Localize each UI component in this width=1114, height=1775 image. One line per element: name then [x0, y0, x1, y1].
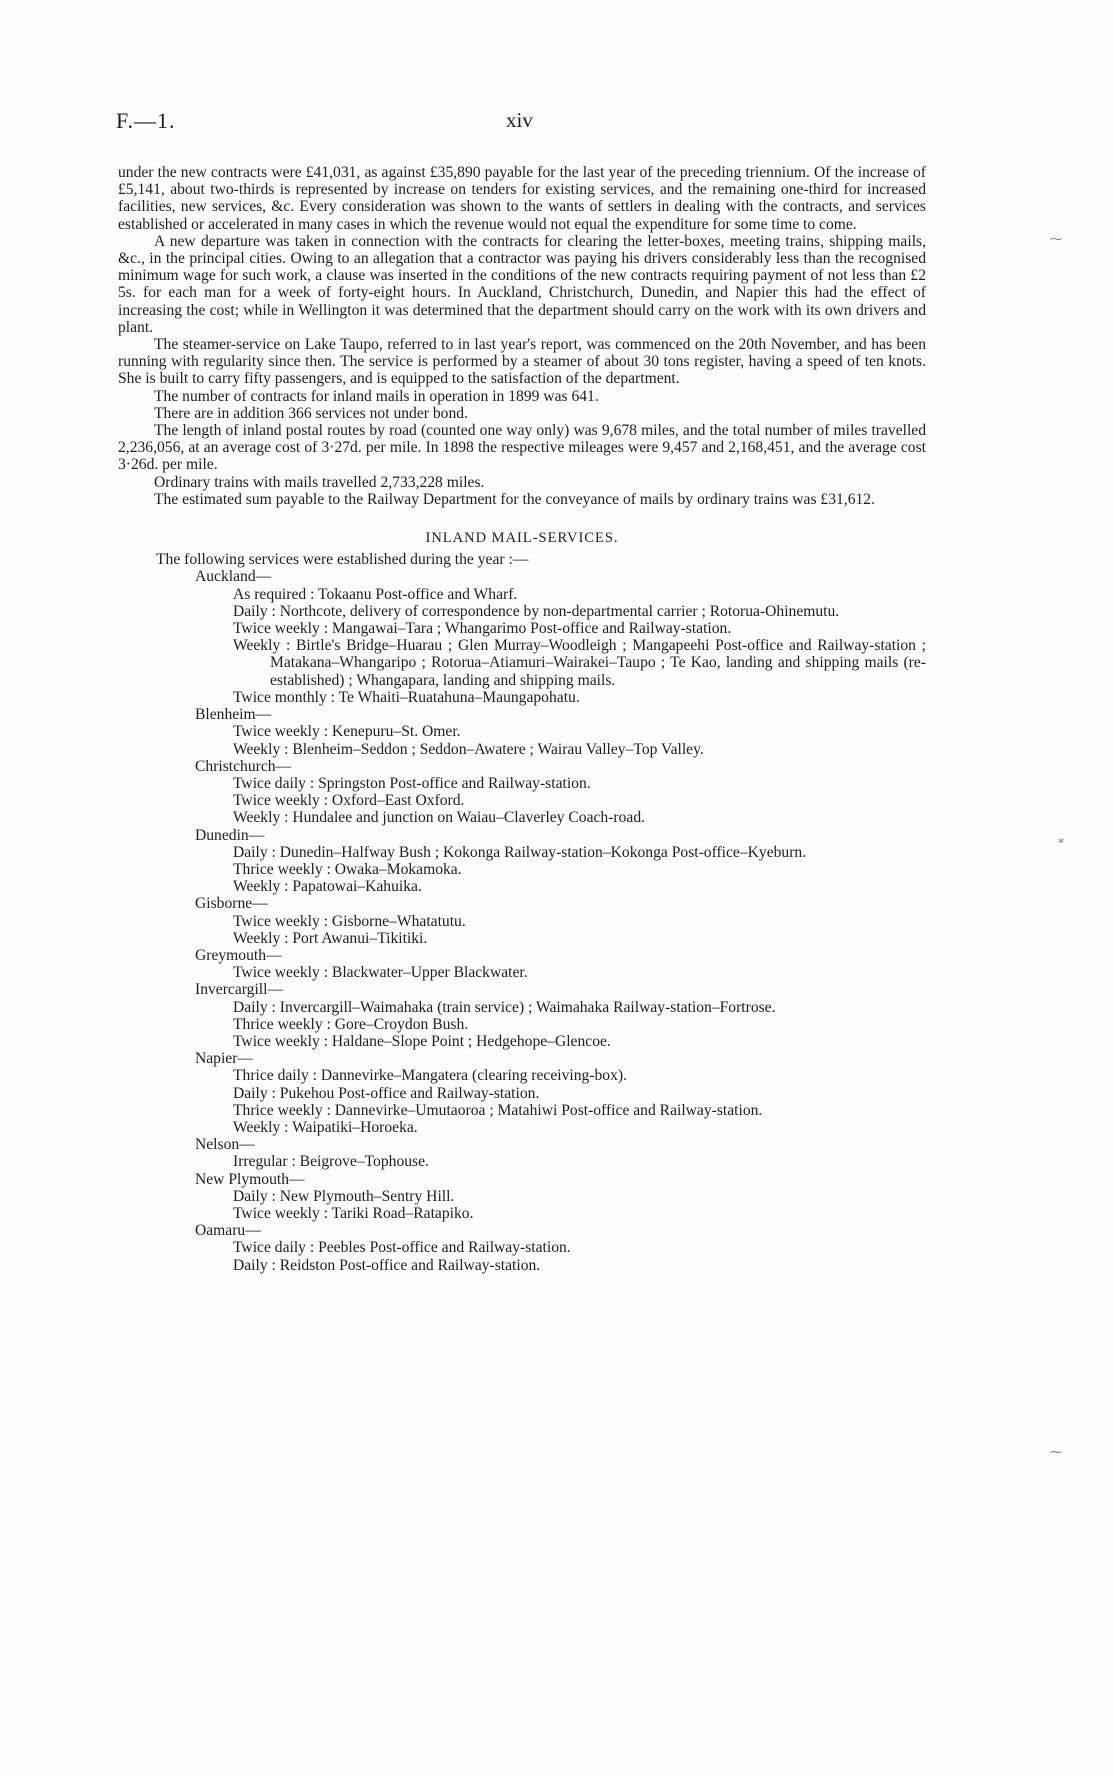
- service-entry: Weekly : Papatowai–Kahuika.: [233, 878, 422, 896]
- scan-speck-icon: ⁎: [1058, 832, 1064, 846]
- service-entry: Daily : Northcote, delivery of correspondence by non-departmental carrier ; Rotorua-Ohinemutu.: [233, 602, 840, 620]
- region-auckland: [118, 568, 926, 706]
- service-entry: Weekly : Waipatiki–Horoeka.: [233, 1118, 418, 1136]
- service-entry: Thrice weekly : Dannevirke–Umutaoroa ; Matahiwi Post-office and Railway-station.: [233, 1101, 763, 1119]
- page-body: [118, 164, 926, 1274]
- region-invercargill: [118, 981, 926, 1050]
- service-entry: Daily : Dunedin–Halfway Bush ; Kokonga Railway-station–Kokonga Post-office–Kyeburn.: [233, 843, 807, 861]
- region-name: Greymouth—: [195, 946, 282, 964]
- service-entry: Daily : Reidston Post-office and Railway-station.: [233, 1256, 541, 1274]
- region-nelson: [118, 1136, 926, 1170]
- page-number: xiv: [506, 108, 533, 132]
- service-entry: Weekly : Port Awanui–Tikitiki.: [233, 929, 428, 947]
- service-entry: Weekly : Birtle's Bridge–Huarau ; Glen Murray–Woodleigh ; Mangapeehi Post-office and Railway-station ; Matakana–Whangaripo ; Rotorua–Atiamuri–Wairakei–Taupo ; Te Kao, landing and shipping mails (re-established) ; Whangapara, landing and shipping mails.: [233, 637, 926, 689]
- section-intro: The following services were established during the year :—: [156, 551, 529, 569]
- paragraph: Ordinary trains with mails travelled 2,733,228 miles.: [154, 473, 485, 491]
- service-entry: Twice weekly : Tariki Road–Ratapiko.: [233, 1204, 474, 1222]
- scan-speck-icon: ⁓: [1050, 232, 1062, 246]
- service-entry: Thrice daily : Dannevirke–Mangatera (clearing receiving-box).: [233, 1067, 627, 1085]
- paragraph: There are in addition 366 services not under bond.: [154, 404, 468, 422]
- service-entry: Twice weekly : Gisborne–Whatatutu.: [233, 912, 466, 930]
- service-entry: Twice monthly : Te Whaiti–Ruatahuna–Maungapohatu.: [233, 688, 580, 706]
- region-oamaru: [118, 1222, 926, 1274]
- service-entry: Thrice weekly : Gore–Croydon Bush.: [233, 1015, 469, 1033]
- region-greymouth: [118, 947, 926, 981]
- service-entry: As required : Tokaanu Post-office and Wharf.: [233, 585, 518, 603]
- region-name: Dunedin—: [195, 826, 265, 844]
- service-entry: Twice weekly : Oxford–East Oxford.: [233, 792, 465, 810]
- paragraph: The length of inland postal routes by road (counted one way only) was 9,678 miles, and the total number of miles travelled 2,236,056, at an average cost of 3·27d. per mile. In 1898 the respective mileages were 9,457 and 2,168,451, and the average cost 3·26d. per mile.: [118, 422, 926, 474]
- region-name: Napier—: [195, 1050, 254, 1068]
- document-reference: F.—1.: [116, 108, 176, 133]
- region-napier: [118, 1050, 926, 1136]
- region-name: Nelson—: [195, 1136, 255, 1154]
- region-new-plymouth: [118, 1171, 926, 1223]
- paragraph: The number of contracts for inland mails in operation in 1899 was 641.: [154, 387, 599, 405]
- paragraph: A new departure was taken in connection with the contracts for clearing the letter-boxes, meeting trains, shipping mails, &c., in the principal cities. Owing to an allegation that a contractor was paying his drivers considerably less than the recognised minimum wage for such work, a clause was inserted in the conditions of the new contracts requiring payment of not less than £2 5s. for each man for a week of forty-eight hours. In Auckland, Christchurch, Dunedin, and Napier this had the effect of increasing the cost; while in Wellington it was determined that the department should carry on the work with its own drivers and plant.: [118, 232, 926, 336]
- region-name: Auckland—: [195, 568, 272, 586]
- region-name: Oamaru—: [195, 1222, 261, 1240]
- service-entry: Thrice weekly : Owaka–Mokamoka.: [233, 860, 462, 878]
- service-entry: Twice weekly : Haldane–Slope Point ; Hedgehope–Glencoe.: [233, 1032, 611, 1050]
- paragraph: under the new contracts were £41,031, as against £35,890 payable for the last year of the preceding triennium. Of the increase of £5,141, about two-thirds is represented by increase on tenders for existing services, and the remaining one-third for increased facilities, new services, &c. Every consideration was shown to the wants of settlers in dealing with the contracts, and services established or accelerated in many cases in which the revenue would not equal the expenditure for some time to come.: [118, 164, 926, 233]
- region-name: Gisborne—: [195, 895, 268, 913]
- region-name: New Plymouth—: [195, 1170, 305, 1188]
- service-entry: Twice weekly : Kenepuru–St. Omer.: [233, 723, 461, 741]
- service-entry: Twice daily : Springston Post-office and Railway-station.: [233, 774, 591, 792]
- page-header: [116, 108, 936, 136]
- service-entry: Twice daily : Peebles Post-office and Railway-station.: [233, 1239, 571, 1257]
- region-dunedin: [118, 827, 926, 896]
- paragraph: The steamer-service on Lake Taupo, referred to in last year's report, was commenced on the 20th November, and has been running with regularity since then. The service is performed by a steamer of about 30 tons register, having a speed of ten knots. She is built to carry fifty passengers, and is equipped to the satisfaction of the department.: [118, 336, 926, 388]
- scan-speck-icon: ⁓: [1050, 1445, 1062, 1459]
- service-entry: Twice weekly : Blackwater–Upper Blackwater.: [233, 964, 528, 982]
- service-entry: Irregular : Beigrove–Tophouse.: [233, 1153, 429, 1171]
- section-title: INLAND MAIL-SERVICES.: [425, 530, 619, 547]
- region-name: Invercargill—: [195, 981, 284, 999]
- region-name: Blenheim—: [195, 706, 272, 724]
- region-gisborne: [118, 895, 926, 947]
- service-entry: Daily : Invercargill–Waimahaka (train service) ; Waimahaka Railway-station–Fortrose.: [233, 998, 776, 1016]
- service-entry: Daily : Pukehou Post-office and Railway-station.: [233, 1084, 540, 1102]
- service-entry: Daily : New Plymouth–Sentry Hill.: [233, 1187, 455, 1205]
- service-entry: Weekly : Blenheim–Seddon ; Seddon–Awatere ; Wairau Valley–Top Valley.: [233, 740, 704, 758]
- paragraph: The estimated sum payable to the Railway Department for the conveyance of mails by ordinary trains was £31,612.: [154, 490, 875, 508]
- region-blenheim: [118, 706, 926, 758]
- region-name: Christchurch—: [195, 757, 292, 775]
- service-entry: Twice weekly : Mangawai–Tara ; Whangarimo Post-office and Railway-station.: [233, 620, 732, 638]
- service-entry: Weekly : Hundalee and junction on Waiau–Claverley Coach-road.: [233, 809, 646, 827]
- region-christchurch: [118, 758, 926, 827]
